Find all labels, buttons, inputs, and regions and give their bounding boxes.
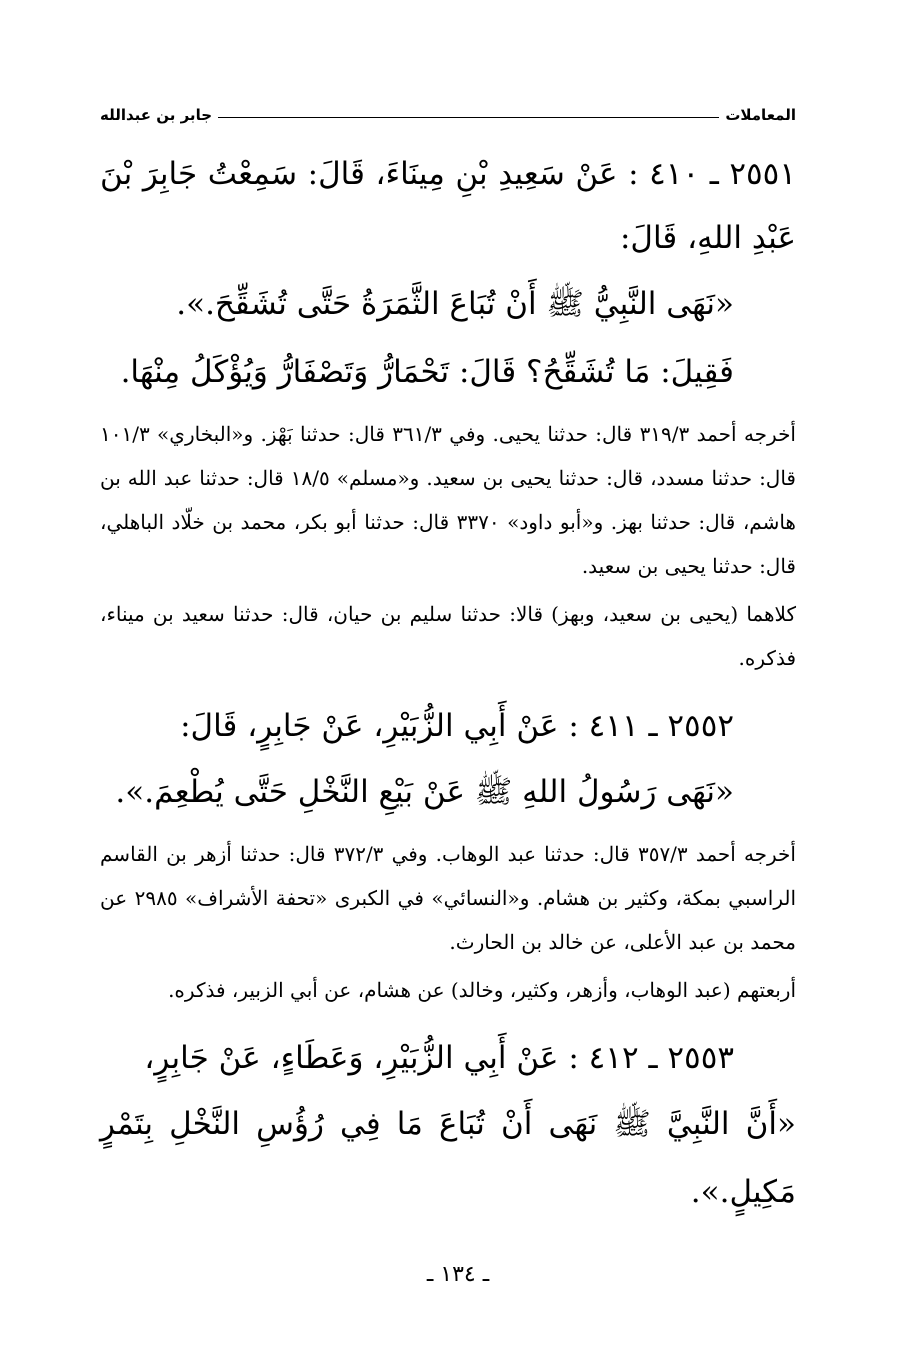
hadith-heading: ٢٥٥١ ـ ٤١٠ : عَنْ سَعِيدِ بْنِ مِينَاءَ، قَالَ: سَمِعْتُ جَابِرَ بْنَ عَبْدِ اللهِ، قَالَ: [100, 156, 796, 256]
hadith-isnad-note: أربعتهم (عبد الوهاب، وأزهر، وكثير، وخالد) عن هشام، عن أبي الزبير، فذكره. [168, 978, 796, 1002]
page-number: ـ ١٣٤ ـ [426, 1262, 490, 1287]
hadith-heading: ٢٥٥٢ ـ ٤١١ : عَنْ أَبِي الزُّبَيْرِ، عَنْ جَابِرٍ، قَالَ: [180, 708, 734, 744]
hadith-takhrij: أخرجه أحمد ٣٥٧/٣ قال: حدثنا عبد الوهاب. وفي ٣٧٢/٣ قال: حدثنا أزهر بن القاسم الراسبي بمكة، وكثير بن هشام. و«النسائي» في الكبرى «تحفة الأشراف» ٢٩٨٥ عن محمد بن عبد الأعلى، عن خالد بن الحارث. [100, 842, 797, 954]
running-head [100, 100, 796, 130]
hadith-matn-line: فَقِيلَ: مَا تُشَقِّحُ؟ قَالَ: تَحْمَارُّ وَتَصْفَارُّ وَيُؤْكَلُ مِنْهَا. [120, 354, 734, 390]
running-head-rule [218, 117, 719, 118]
running-head-narrator: جابر بن عبدالله [100, 106, 213, 124]
running-head-chapter: المعاملات [725, 106, 796, 124]
hadith-matn-line: «نَهَى النَّبِيُّ ﷺ أَنْ تُبَاعَ الثَّمَرَةُ حَتَّى تُشَقِّحَ.». [176, 286, 734, 322]
hadith-matn-line: «أَنَّ النَّبِيَّ ﷺ نَهَى أَنْ تُبَاعَ مَا فِي رُؤُسِ النَّخْلِ بِتَمْرٍ مَكِيلٍ.». [100, 1106, 796, 1210]
hadith-2553 [100, 1026, 796, 1226]
hadith-matn-line: «نَهَى رَسُولُ اللهِ ﷺ عَنْ بَيْعِ النَّخْلِ حَتَّى يُطْعِمَ.». [115, 774, 734, 810]
hadith-takhrij: أخرجه أحمد ٣١٩/٣ قال: حدثنا يحيى. وفي ٣٦١/٣ قال: حدثنا بَهْز. و«البخاري» ١٠١/٣ قال: حدثنا مسدد، قال: حدثنا يحيى بن سعيد. و«مسلم» ١٨/٥ قال: حدثنا عبد الله بن هاشم، قال: حدثنا بهز. و«أبو داود» ٣٣٧٠ قال: حدثنا أبو بكر، محمد بن خلّاد الباهلي، قال: حدثنا يحيى بن سعيد. [100, 422, 796, 578]
hadith-2551 [100, 142, 796, 680]
hadith-heading: ٢٥٥٣ ـ ٤١٢ : عَنْ أَبِي الزُّبَيْرِ، وَعَطَاءٍ، عَنْ جَابِرٍ، [144, 1040, 734, 1076]
hadith-2552 [100, 694, 796, 1012]
hadith-isnad-note: كلاهما (يحيى بن سعيد، وبهز) قالا: حدثنا سليم بن حيان، قال: حدثنا سعيد بن ميناء، فذكره. [100, 602, 796, 670]
